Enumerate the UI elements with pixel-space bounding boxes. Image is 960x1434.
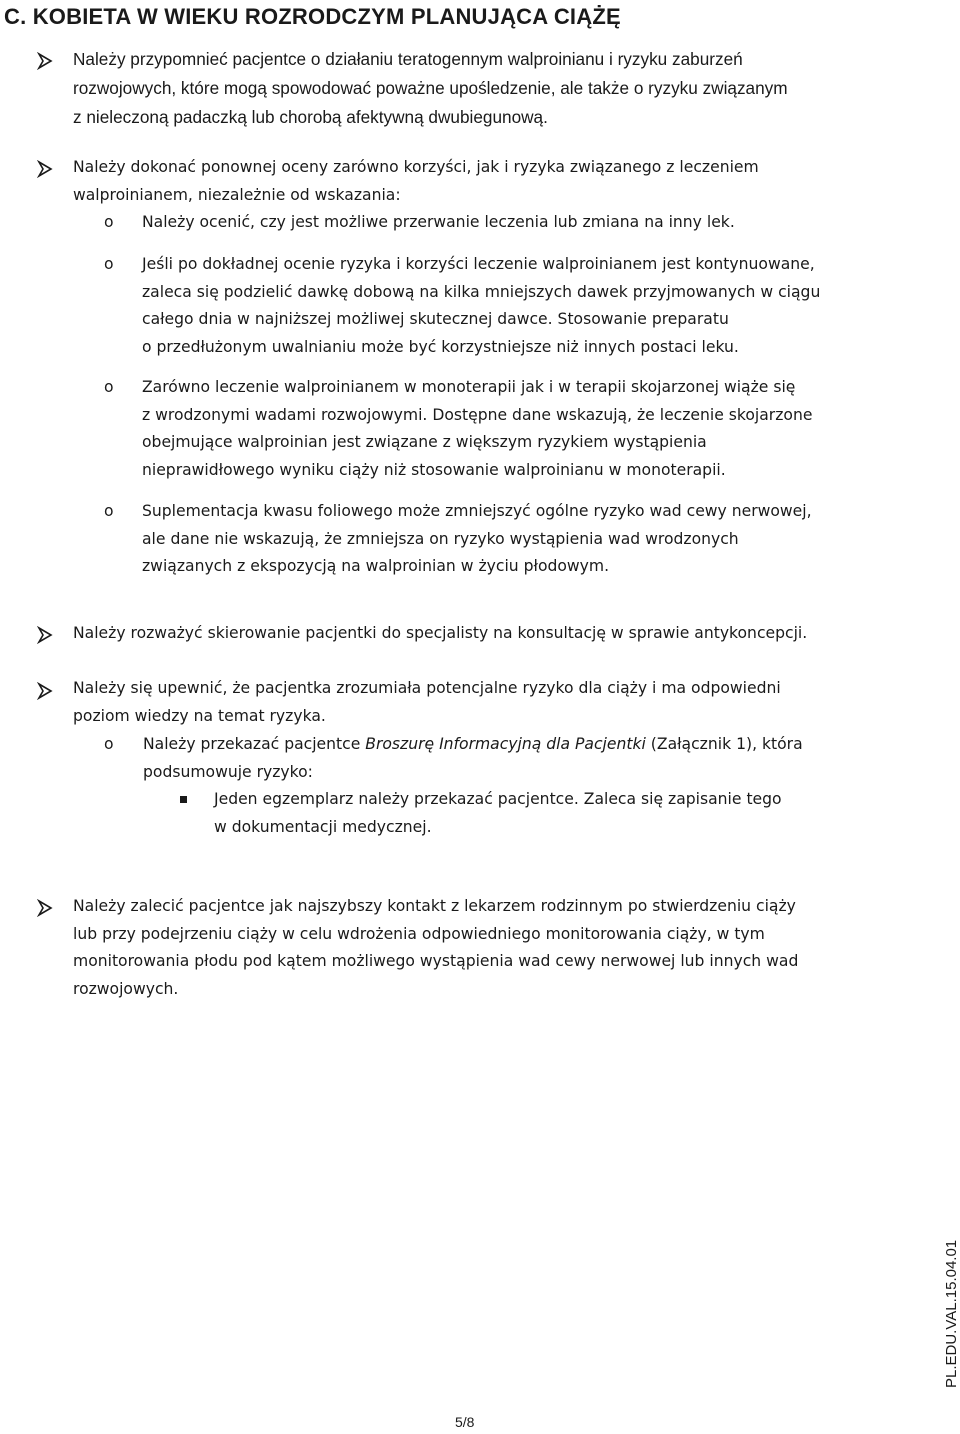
bullet-3-text (73, 620, 807, 648)
bullet-2-line: walproinianem, niezależnie od wskazania: (73, 185, 401, 204)
sub-item-line: Jeśli po dokładnej ocenie ryzyka i korzyści leczenie walproinianem jest kontynuowane, (142, 255, 815, 273)
bullet-3-line: Należy rozważyć skierowanie pacjentki do specjalisty na konsultację w sprawie antykoncepcji. (73, 624, 808, 642)
bullet-5-text (73, 893, 798, 1003)
bullet-5-line: lub przy podejrzeniu ciąży w celu wdrożenia odpowiedniego monitorowania ciąży, w tym (73, 924, 765, 943)
bullet-5-line: monitorowania płodu pod kątem możliwego wystąpienia wad cewy nerwowej lub innych wad (73, 952, 799, 970)
sub-item-1 (142, 209, 735, 237)
bullet-5-line: rozwojowych. (73, 979, 179, 998)
sub-item-line: o przedłużonym uwalnianiu może być korzystniejsze niż innych postaci leku. (142, 337, 739, 356)
sub-sub-line: Jeden egzemplarz należy przekazać pacjentce. Zaleca się zapisanie tego (214, 790, 782, 808)
bullet-4-line: poziom wiedzy na temat ryzyka. (73, 706, 326, 725)
brochure-title: Broszurę Informacyjną dla Pacjentki (365, 735, 646, 753)
sub-item-line: ale dane nie wskazują, że zmniejsza on ryzyko wystąpienia wad wrodzonych (142, 529, 739, 548)
bullet-4-text (73, 675, 781, 730)
sub-item-line: zaleca się podzielić dawkę dobową na kilka mniejszych dawek przyjmowanych w ciągu (142, 282, 821, 301)
sub-item-line: całego dnia w najniższej możliwej skutecznej dawce. Stosowanie preparatu (142, 310, 729, 328)
arrow-bullet-icon (37, 160, 55, 178)
bullet-2-line: Należy dokonać ponownej oceny zarówno korzyści, jak i ryzyka związanego z leczeniem (73, 158, 759, 176)
sub-sub-line: w dokumentacji medycznej. (214, 817, 432, 836)
sub-item-4 (142, 498, 812, 581)
arrow-bullet-icon (37, 682, 55, 700)
sub-item-line (143, 731, 803, 759)
sub-item-line: związanych z ekspozycją na walproinian w życiu płodowym. (142, 557, 610, 575)
bullet-1-line: Należy przypomnieć pacjentce o działaniu teratogennym walproinianu i ryzyku zaburzeń (73, 49, 743, 69)
circle-bullet-icon: o (104, 378, 114, 396)
bullet-1-line: rozwojowych, które mogą spowodować poważne upośledzenie, ale także o ryzyku związanym (73, 78, 788, 98)
sub-item-2 (142, 251, 820, 361)
document-code: PL.EDU.VAL.15.04.01 (943, 1239, 960, 1388)
square-bullet-icon (180, 796, 187, 803)
bullet-1-line: z nieleczoną padaczką lub chorobą afektywną dwubiegunową. (73, 107, 548, 127)
bullet-4-line: Należy się upewnić, że pacjentka zrozumiała potencjalne ryzyko dla ciąży i ma odpowiedni (73, 679, 781, 697)
sub-item-3 (142, 374, 812, 484)
bullet-5-line: Należy zalecić pacjentce jak najszybszy kontakt z lekarzem rodzinnym po stwierdzeniu ciąży (73, 897, 796, 915)
arrow-bullet-icon (37, 626, 55, 644)
sub-item-post: (Załącznik 1), która (645, 735, 803, 753)
sub-item-pre: Należy przekazać pacjentce (143, 735, 366, 753)
sub-item-line: z wrodzonymi wadami rozwojowymi. Dostępne dane wskazują, że leczenie skojarzone (142, 405, 813, 424)
page-number: 5/8 (455, 1414, 475, 1430)
circle-bullet-icon: o (104, 502, 114, 520)
sub-item-line: nieprawidłowego wyniku ciąży niż stosowanie walproinianu w monoterapii. (142, 460, 726, 479)
sub-item-line: Suplementacja kwasu foliowego może zmniejszyć ogólne ryzyko wad cewy nerwowej, (142, 502, 812, 520)
sub-item-line: podsumowuje ryzyko: (143, 762, 313, 781)
sub-item-line: Należy ocenić, czy jest możliwe przerwanie leczenia lub zmiana na inny lek. (142, 213, 735, 231)
arrow-bullet-icon (37, 899, 55, 917)
sub-item-brochure (143, 731, 803, 786)
sub-item-line: Zarówno leczenie walproinianem w monoterapii jak i w terapii skojarzonej wiąże się (142, 378, 796, 396)
circle-bullet-icon: o (104, 213, 114, 231)
sub-sub-item (214, 786, 782, 841)
bullet-1-text (73, 45, 788, 132)
bullet-2-text (73, 154, 759, 209)
circle-bullet-icon: o (104, 255, 114, 273)
section-heading: C. KOBIETA W WIEKU ROZRODCZYM PLANUJĄCA CIĄŻĘ (4, 4, 621, 29)
arrow-bullet-icon (37, 52, 55, 70)
sub-item-line: obejmujące walproinian jest związane z większym ryzykiem wystąpienia (142, 433, 707, 451)
circle-bullet-icon: o (104, 735, 114, 753)
